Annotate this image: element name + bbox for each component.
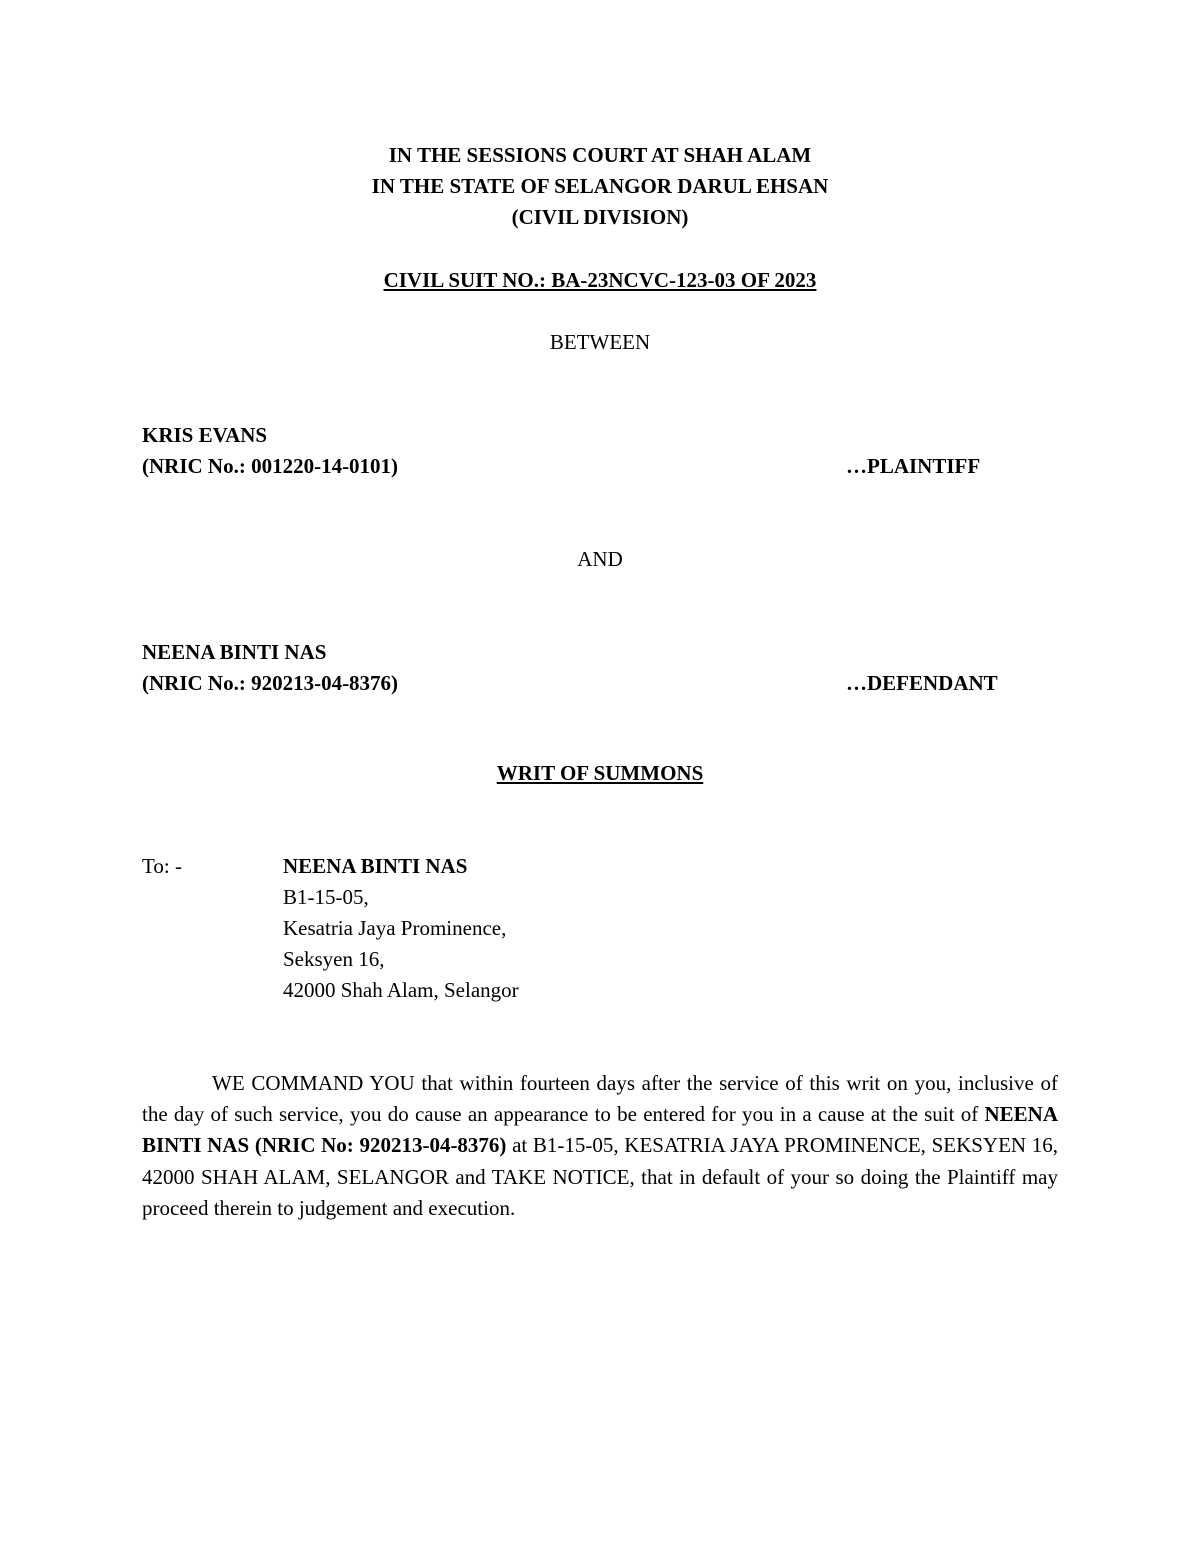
writ-title-text: WRIT OF SUMMONS [496, 761, 704, 785]
address-line-4: 42000 Shah Alam, Selangor [283, 978, 519, 1002]
plaintiff-nric: (NRIC No.: 001220-14-0101) [142, 454, 399, 478]
command-text-part-1: WE COMMAND YOU that within fourteen days after the service of this writ on you, inclusive of the day of such service, you do cause an appearance to be entered for you in a cause at the suit of [142, 1071, 1058, 1127]
and-label: AND [577, 547, 623, 571]
address-line-1: B1-15-05, [283, 885, 369, 909]
command-text-bold: NEENA BINTI NAS (NRIC No: 920213-04-8376) [142, 1102, 1058, 1158]
address-line-3: Seksyen 16, [283, 947, 385, 971]
to-label: To: - [142, 854, 182, 878]
plaintiff-name: KRIS EVANS [142, 423, 268, 447]
command-text-part-2: at B1-15-05, KESATRIA JAYA PROMINENCE, SEKSYEN 16, 42000 SHAH ALAM, SELANGOR and TAKE NOTICE, that in default of your so doing the Plaintiff may proceed therein to judgement and execution. [142, 1133, 1058, 1220]
court-heading-line-2: IN THE STATE OF SELANGOR DARUL EHSAN [371, 174, 829, 198]
defendant-name: NEENA BINTI NAS [142, 640, 327, 664]
defendant-role: …DEFENDANT [846, 671, 998, 695]
court-heading-line-1: IN THE SESSIONS COURT AT SHAH ALAM [388, 143, 812, 167]
suit-number [0, 265, 1200, 296]
command-paragraph [142, 1068, 1058, 1224]
address-line-2: Kesatria Jaya Prominence, [283, 916, 507, 940]
recipient-name: NEENA BINTI NAS [283, 854, 468, 878]
plaintiff-role: …PLAINTIFF [846, 454, 981, 478]
defendant-nric: (NRIC No.: 920213-04-8376) [142, 671, 399, 695]
between-label: BETWEEN [549, 330, 651, 354]
suit-number-text: CIVIL SUIT NO.: BA-23NCVC-123-03 OF 2023 [383, 268, 817, 292]
writ-title [0, 758, 1200, 789]
court-heading-line-3: (CIVIL DIVISION) [511, 205, 689, 229]
